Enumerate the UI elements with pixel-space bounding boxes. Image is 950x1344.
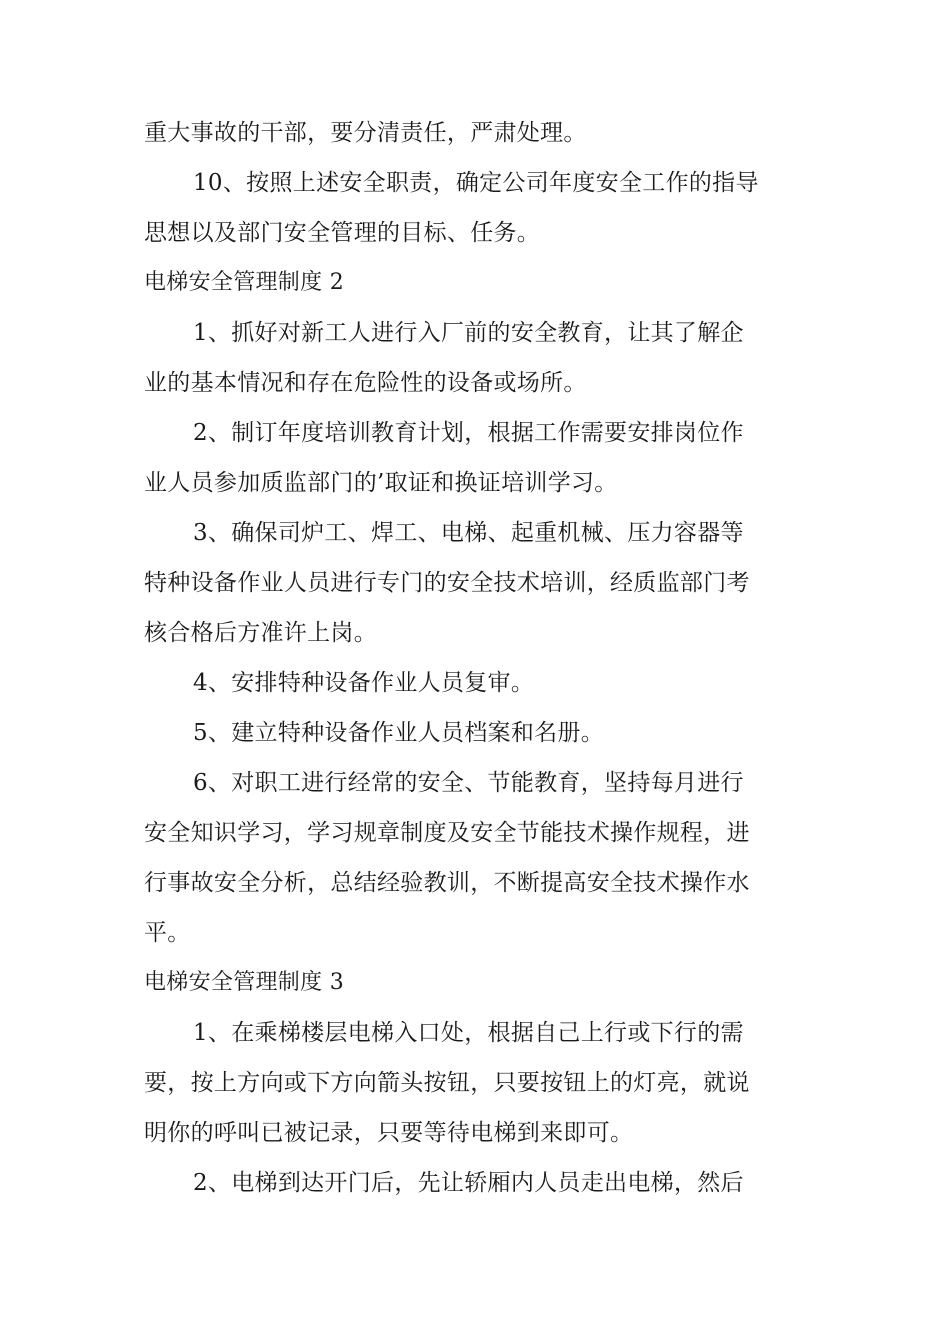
text-line: 行事故安全分析，总结经验教训，不断提高安全技术操作水 — [144, 870, 750, 896]
text-line: 明你的呼叫已被记录，只要等待电梯到来即可。 — [144, 1120, 634, 1146]
section-heading: 电梯安全管理制度 3 — [144, 970, 344, 995]
text-line: 6、对职工进行经常的安全、节能教育，坚持每月进行 — [193, 770, 744, 796]
text-line: 业的基本情况和存在危险性的设备或场所。 — [144, 370, 587, 396]
text-line: 4、安排特种设备作业人员复审。 — [193, 670, 535, 696]
text-line: 要，按上方向或下方向箭头按钮，只要按钮上的灯亮，就说 — [144, 1070, 750, 1096]
text-line: 1、在乘梯楼层电梯入口处，根据自己上行或下行的需 — [193, 1020, 744, 1046]
text-line: 10、按照上述安全职责，确定公司年度安全工作的指导 — [193, 170, 759, 196]
text-line: 2、电梯到达开门后，先让轿厢内人员走出电梯，然后 — [193, 1170, 744, 1196]
text-line: 3、确保司炉工、焊工、电梯、起重机械、压力容器等 — [193, 520, 744, 546]
text-line: 2、制订年度培训教育计划，根据工作需要安排岗位作 — [193, 420, 744, 446]
section-heading: 电梯安全管理制度 2 — [144, 270, 344, 295]
text-line: 安全知识学习，学习规章制度及安全节能技术操作规程，进 — [144, 820, 750, 846]
text-line: 5、建立特种设备作业人员档案和名册。 — [193, 720, 605, 746]
text-line: 业人员参加质监部门的’取证和换证培训学习。 — [144, 470, 618, 496]
text-line: 平。 — [144, 920, 191, 946]
text-line: 特种设备作业人员进行专门的安全技术培训，经质监部门考 — [144, 570, 750, 596]
text-line: 重大事故的干部，要分清责任，严肃处理。 — [144, 120, 587, 146]
text-line: 1、抓好对新工人进行入厂前的安全教育，让其了解企 — [193, 320, 744, 346]
text-line: 核合格后方准许上岗。 — [144, 620, 377, 646]
text-line: 思想以及部门安全管理的目标、任务。 — [144, 220, 541, 246]
